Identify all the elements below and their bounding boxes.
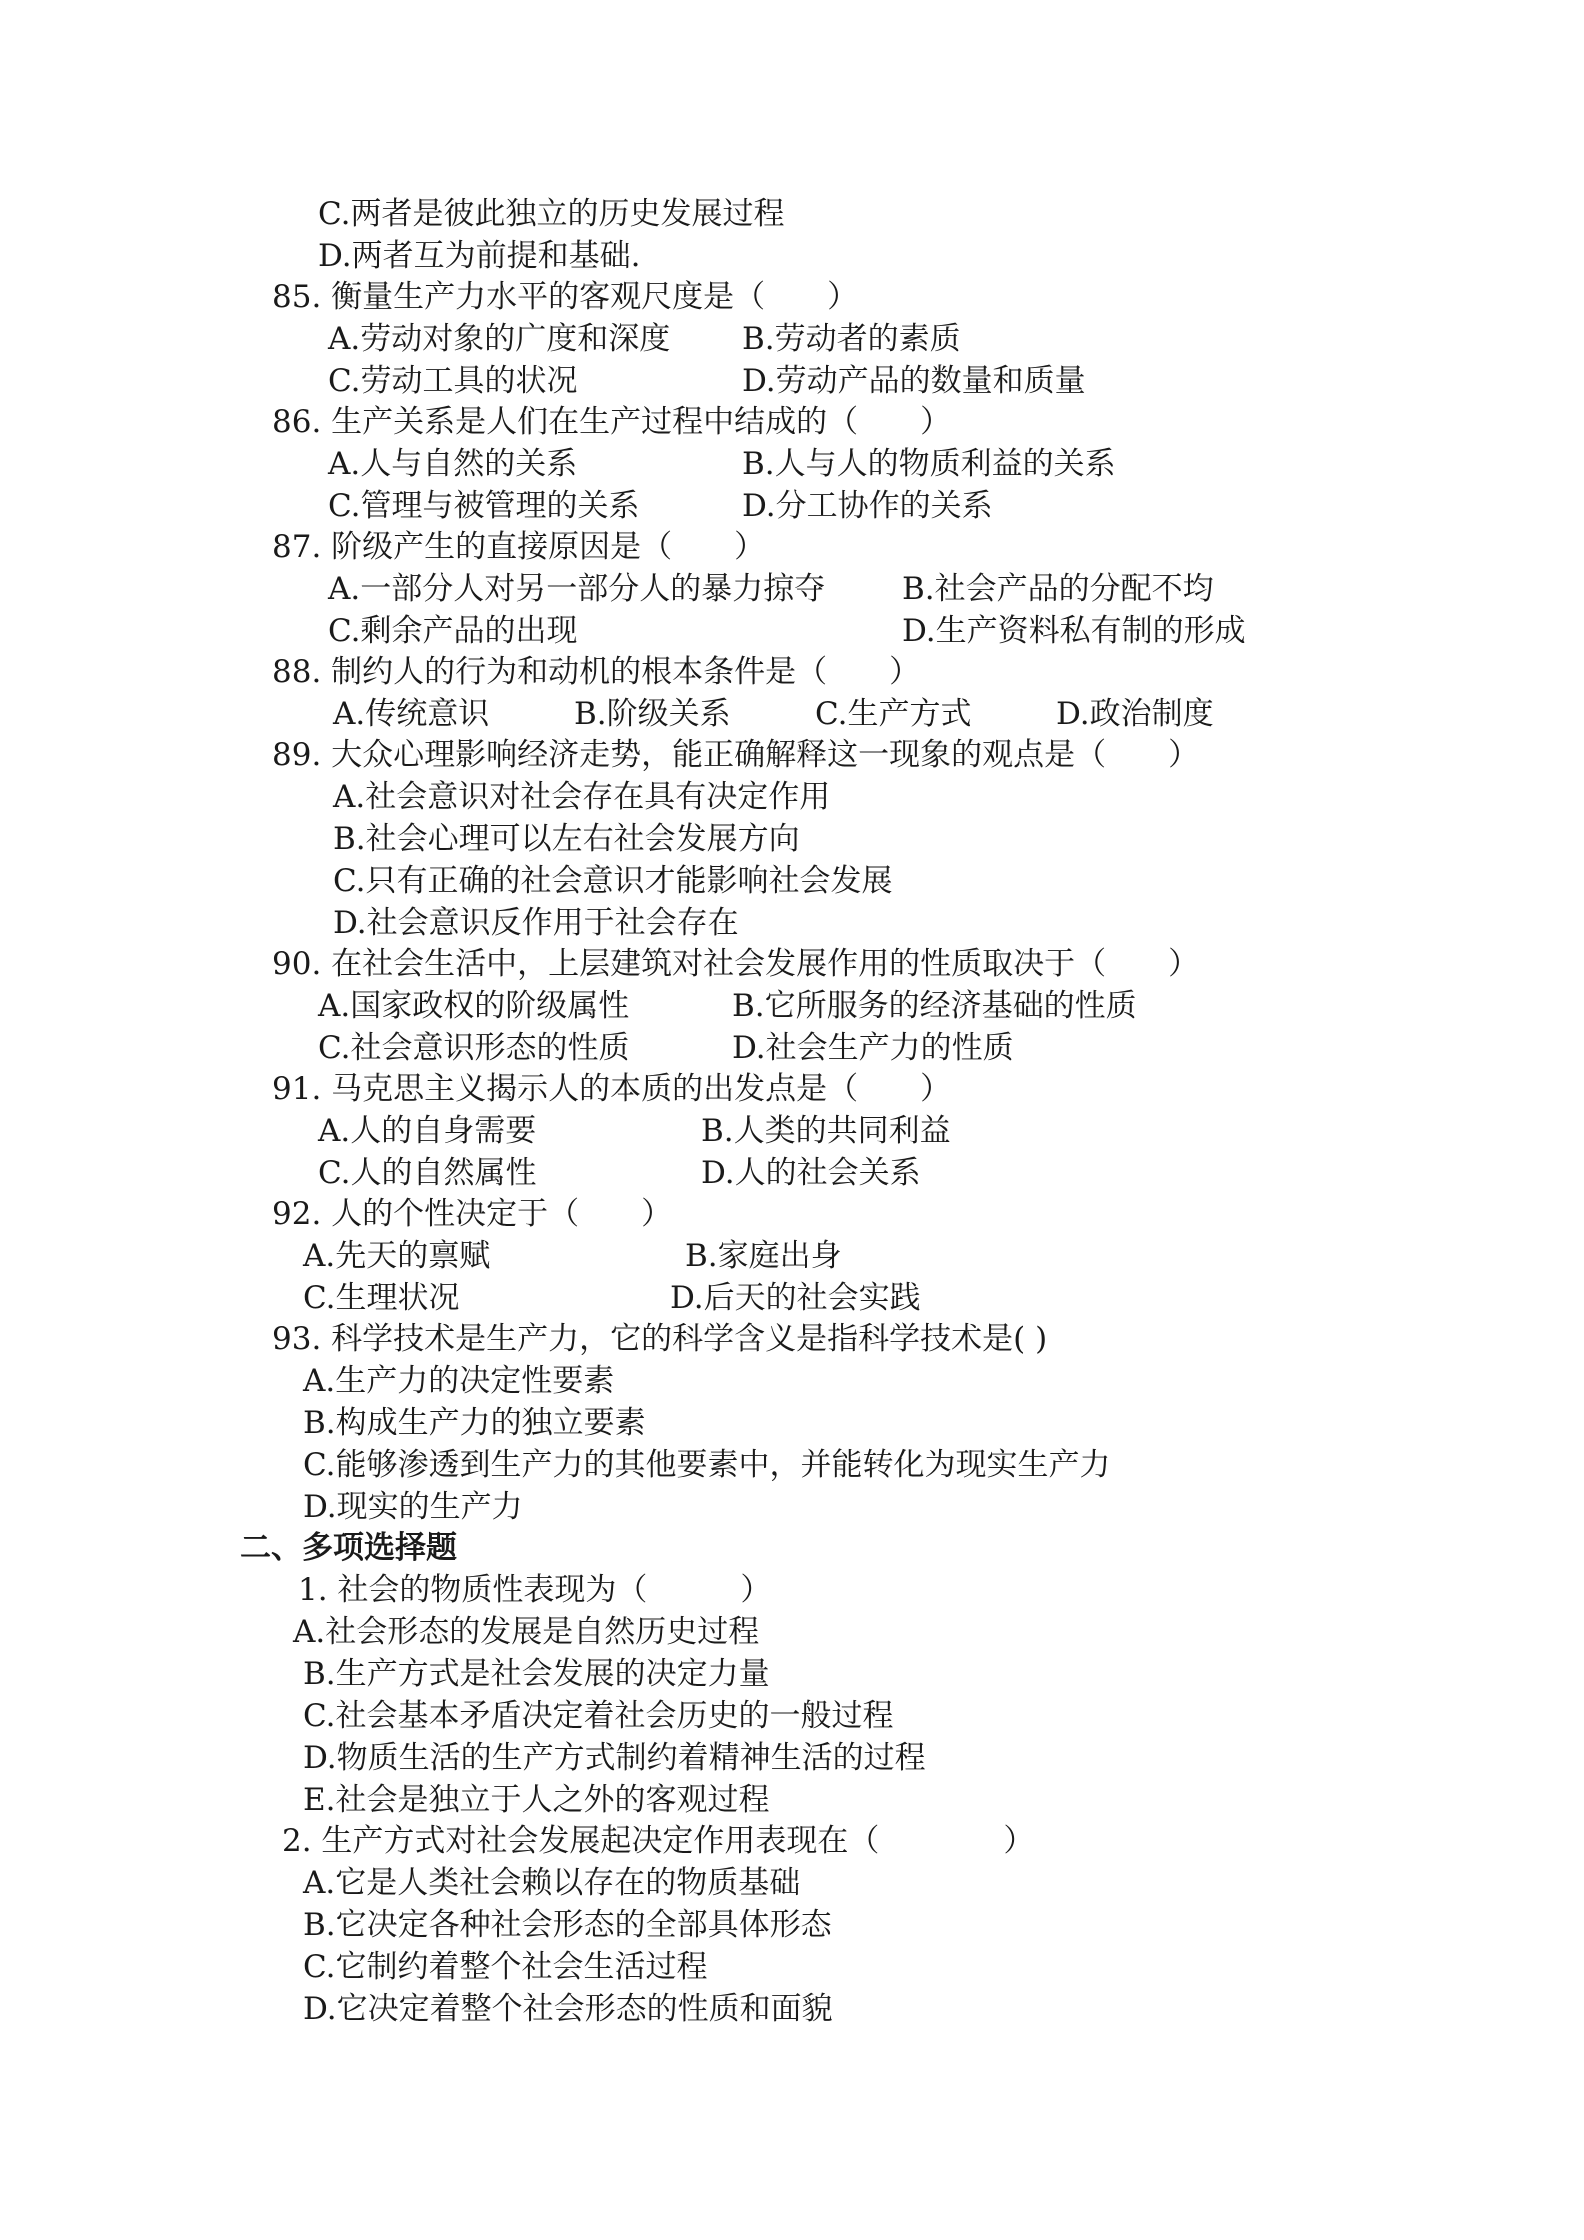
question-87-option-b: B.社会产品的分配不均 xyxy=(902,571,1214,607)
multi-question-1-option-a: A.社会形态的发展是自然历史过程 xyxy=(293,1614,760,1650)
multi-question-1-option-e: E.社会是独立于人之外的客观过程 xyxy=(303,1782,770,1818)
question-92-stem: 92. 人的个性决定于（ ） xyxy=(272,1196,673,1232)
multi-question-2-stem: 2. 生产方式对社会发展起决定作用表现在（ ） xyxy=(282,1823,1035,1859)
question-89-option-b: B.社会心理可以左右社会发展方向 xyxy=(333,821,800,857)
question-89-option-d: D.社会意识反作用于社会存在 xyxy=(333,905,739,941)
multi-question-2-option-d: D.它决定着整个社会形态的性质和面貌 xyxy=(303,1991,833,2027)
question-93-option-b: B.构成生产力的独立要素 xyxy=(303,1405,646,1441)
question-90-option-b: B.它所服务的经济基础的性质 xyxy=(732,988,1137,1024)
question-88-option-d: D.政治制度 xyxy=(1056,696,1214,732)
question-86-option-b: B.人与人的物质利益的关系 xyxy=(742,446,1116,482)
question-88-option-a: A.传统意识 xyxy=(333,696,490,732)
question-91-option-d: D.人的社会关系 xyxy=(701,1155,921,1191)
question-91-stem: 91. 马克思主义揭示人的本质的出发点是（ ） xyxy=(272,1071,952,1107)
question-85-option-c: C.劳动工具的状况 xyxy=(328,363,578,399)
question-89-option-a: A.社会意识对社会存在具有决定作用 xyxy=(333,779,831,815)
multi-question-1-option-c: C.社会基本矛盾决定着社会历史的一般过程 xyxy=(303,1698,894,1734)
question-92-option-b: B.家庭出身 xyxy=(685,1238,842,1274)
multi-question-1-option-b: B.生产方式是社会发展的决定力量 xyxy=(303,1656,770,1692)
question-88-option-c: C.生产方式 xyxy=(815,696,972,732)
multi-question-2-option-a: A.它是人类社会赖以存在的物质基础 xyxy=(303,1865,801,1901)
multi-question-1-option-d: D.物质生活的生产方式制约着精神生活的过程 xyxy=(303,1740,926,1776)
multi-question-2-option-b: B.它决定各种社会形态的全部具体形态 xyxy=(303,1907,832,1943)
question-87-option-d: D.生产资料私有制的形成 xyxy=(902,613,1246,649)
question-85-option-a: A.劳动对象的广度和深度 xyxy=(328,321,671,357)
question-90-stem: 90. 在社会生活中，上层建筑对社会发展作用的性质取决于（ ） xyxy=(272,946,1200,982)
question-93-option-c: C.能够渗透到生产力的其他要素中，并能转化为现实生产力 xyxy=(303,1447,1111,1483)
question-88-option-b: B.阶级关系 xyxy=(574,696,731,732)
question-93-option-d: D.现实的生产力 xyxy=(303,1489,523,1525)
multi-question-1-stem: 1. 社会的物质性表现为（ ） xyxy=(298,1572,772,1608)
question-85-stem: 85. 衡量生产力水平的客观尺度是（ ） xyxy=(272,279,859,315)
question-91-option-a: A.人的自身需要 xyxy=(318,1113,537,1149)
question-89-stem: 89. 大众心理影响经济走势，能正确解释这一现象的观点是（ ） xyxy=(272,737,1200,773)
question-90-option-d: D.社会生产力的性质 xyxy=(732,1030,1014,1066)
question-88-stem: 88. 制约人的行为和动机的根本条件是（ ） xyxy=(272,654,921,690)
question-89-option-c: C.只有正确的社会意识才能影响社会发展 xyxy=(333,863,893,899)
question-90-option-c: C.社会意识形态的性质 xyxy=(318,1030,630,1066)
question-85-option-b: B.劳动者的素质 xyxy=(742,321,961,357)
multi-question-2-option-c: C.它制约着整个社会生活过程 xyxy=(303,1949,708,1985)
question-87-option-a: A.一部分人对另一部分人的暴力掠夺 xyxy=(328,571,826,607)
question-86-stem: 86. 生产关系是人们在生产过程中结成的（ ） xyxy=(272,404,952,440)
question-92-option-a: A.先天的禀赋 xyxy=(303,1238,491,1274)
question-87-stem: 87. 阶级产生的直接原因是（ ） xyxy=(272,529,766,565)
question-91-option-c: C.人的自然属性 xyxy=(318,1155,537,1191)
question-93-stem: 93. 科学技术是生产力，它的科学含义是指科学技术是( ) xyxy=(272,1321,1048,1357)
question-85-option-d: D.劳动产品的数量和质量 xyxy=(742,363,1086,399)
question-92-option-d: D.后天的社会实践 xyxy=(670,1280,921,1316)
question-90-option-a: A.国家政权的阶级属性 xyxy=(318,988,630,1024)
question-91-option-b: B.人类的共同利益 xyxy=(701,1113,951,1149)
carryover-option-c: C.两者是彼此独立的历史发展过程 xyxy=(318,196,785,232)
carryover-option-d: D.两者互为前提和基础. xyxy=(318,238,641,274)
question-87-option-c: C.剩余产品的出现 xyxy=(328,613,578,649)
question-93-option-a: A.生产力的决定性要素 xyxy=(303,1363,615,1399)
question-86-option-a: A.人与自然的关系 xyxy=(328,446,578,482)
question-86-option-c: C.管理与被管理的关系 xyxy=(328,488,640,524)
section-heading-multiple-choice: 二、多项选择题 xyxy=(240,1530,457,1566)
question-92-option-c: C.生理状况 xyxy=(303,1280,460,1316)
question-86-option-d: D.分工协作的关系 xyxy=(742,488,993,524)
